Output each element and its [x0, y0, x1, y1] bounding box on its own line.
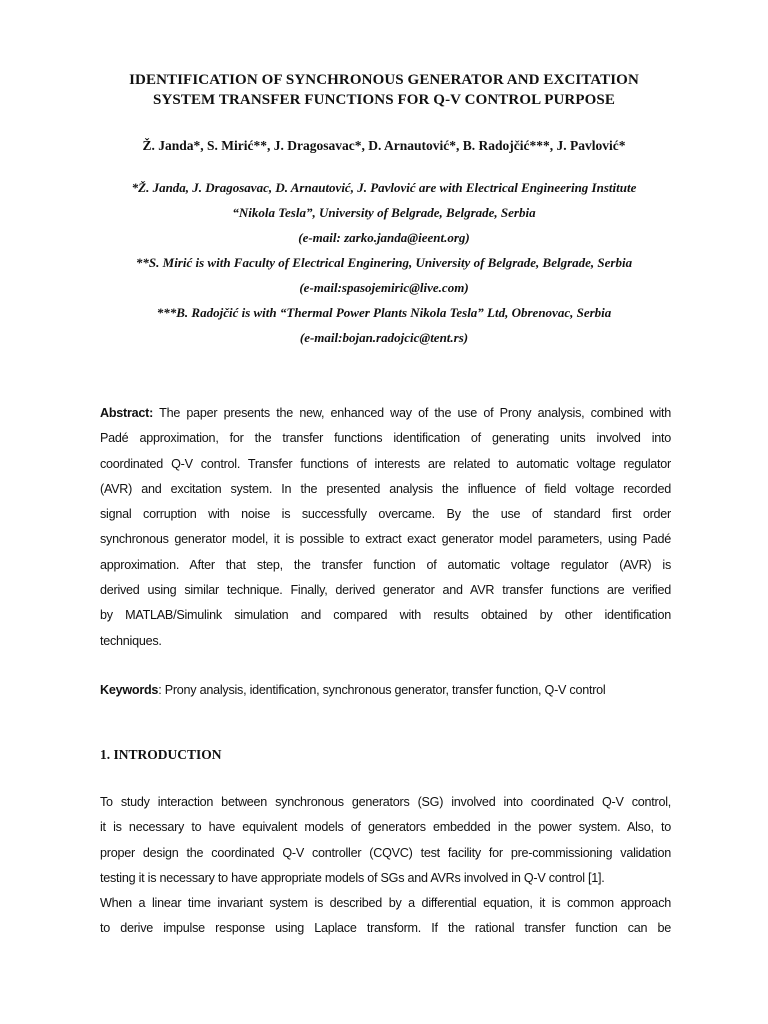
intro-line: to derive impulse response using Laplace transform. If the rational transfer function can be [100, 921, 671, 936]
abstract-line [100, 401, 671, 426]
keywords-label: Keywords [100, 683, 159, 697]
section-heading: 1. INTRODUCTION [100, 747, 222, 762]
abstract-line: Padé approximation, for the transfer functions identification of generating units involved into [100, 431, 671, 446]
affiliation-email: (e-mail:spasojemiric@live.com) [299, 280, 469, 295]
intro-line: proper design the coordinated Q-V controller (CQVC) test facility for pre-commissioning validation [100, 845, 671, 860]
paper-title [60, 70, 708, 110]
affiliation-email: (e-mail:bojan.radojcic@tent.rs) [299, 330, 469, 345]
abstract-paragraph [100, 401, 671, 654]
intro-line: To study interaction between synchronous generators (SG) involved into coordinated Q-V control, [100, 795, 671, 809]
intro-line: it is necessary to have equivalent models of generators embedded in the power system. Also, to [100, 820, 671, 835]
intro-line: When a linear time invariant system is described by a differential equation, it is common approach [100, 896, 671, 911]
affiliations [60, 180, 708, 355]
affiliation-email: (e-mail: zarko.janda@ieent.org) [298, 230, 470, 245]
affiliation-line: ***B. Radojčić is with “Thermal Power Plants Nikola Tesla” Ltd, Obrenovac, Serbia [156, 305, 612, 320]
keywords-text: : Prony analysis, identification, synchronous generator, transfer function, Q-V control [158, 683, 606, 697]
abstract-label: Abstract: [100, 406, 154, 420]
keywords-paragraph [100, 678, 671, 703]
intro-line: testing it is necessary to have appropriate models of SGs and AVRs involved in Q-V control [1]. [100, 870, 605, 885]
affiliation-line: “Nikola Tesla”, University of Belgrade, Belgrade, Serbia [232, 205, 536, 220]
abstract-line: signal corruption with noise is successfully overcame. By the use of standard first order [100, 507, 671, 522]
paper-title-line: IDENTIFICATION OF SYNCHRONOUS GENERATOR AND EXCITATION [129, 72, 639, 88]
abstract-line: approximation. After that step, the transfer function of automatic voltage regulator (AVR) is [100, 557, 671, 572]
keywords-line [100, 678, 671, 703]
abstract-line: derived using similar technique. Finally, derived generator and AVR transfer functions are verified [100, 583, 671, 598]
affiliation-line: *Ž. Janda, J. Dragosavac, D. Arnautović, J. Pavlović are with Electrical Engineering Institute [131, 180, 637, 195]
abstract-line: techniques. [100, 633, 162, 648]
abstract-line: by MATLAB/Simulink simulation and compared with results obtained by other identification [100, 608, 671, 623]
abstract-line-text: The paper presents the new, enhanced way of the use of Prony analysis, combined with [153, 406, 671, 420]
author-list: Ž. Janda*, S. Mirić**, J. Dragosavac*, D. Arnautović*, B. Radojčić***, J. Pavlović* [142, 138, 626, 153]
abstract-line: synchronous generator model, it is possible to extract exact generator model parameters, using Padé [100, 532, 671, 547]
abstract-line: coordinated Q-V control. Transfer functions of interests are related to automatic voltage regulator [100, 456, 671, 471]
affiliation-line: **S. Mirić is with Faculty of Electrical Enginering, University of Belgrade, Belgrade, Serbia [135, 255, 633, 270]
intro-paragraph [100, 790, 671, 942]
abstract-line: (AVR) and excitation system. In the presented analysis the influence of field voltage recorded [100, 481, 671, 496]
paper-title-line: SYSTEM TRANSFER FUNCTIONS FOR Q-V CONTROL PURPOSE [153, 92, 615, 108]
